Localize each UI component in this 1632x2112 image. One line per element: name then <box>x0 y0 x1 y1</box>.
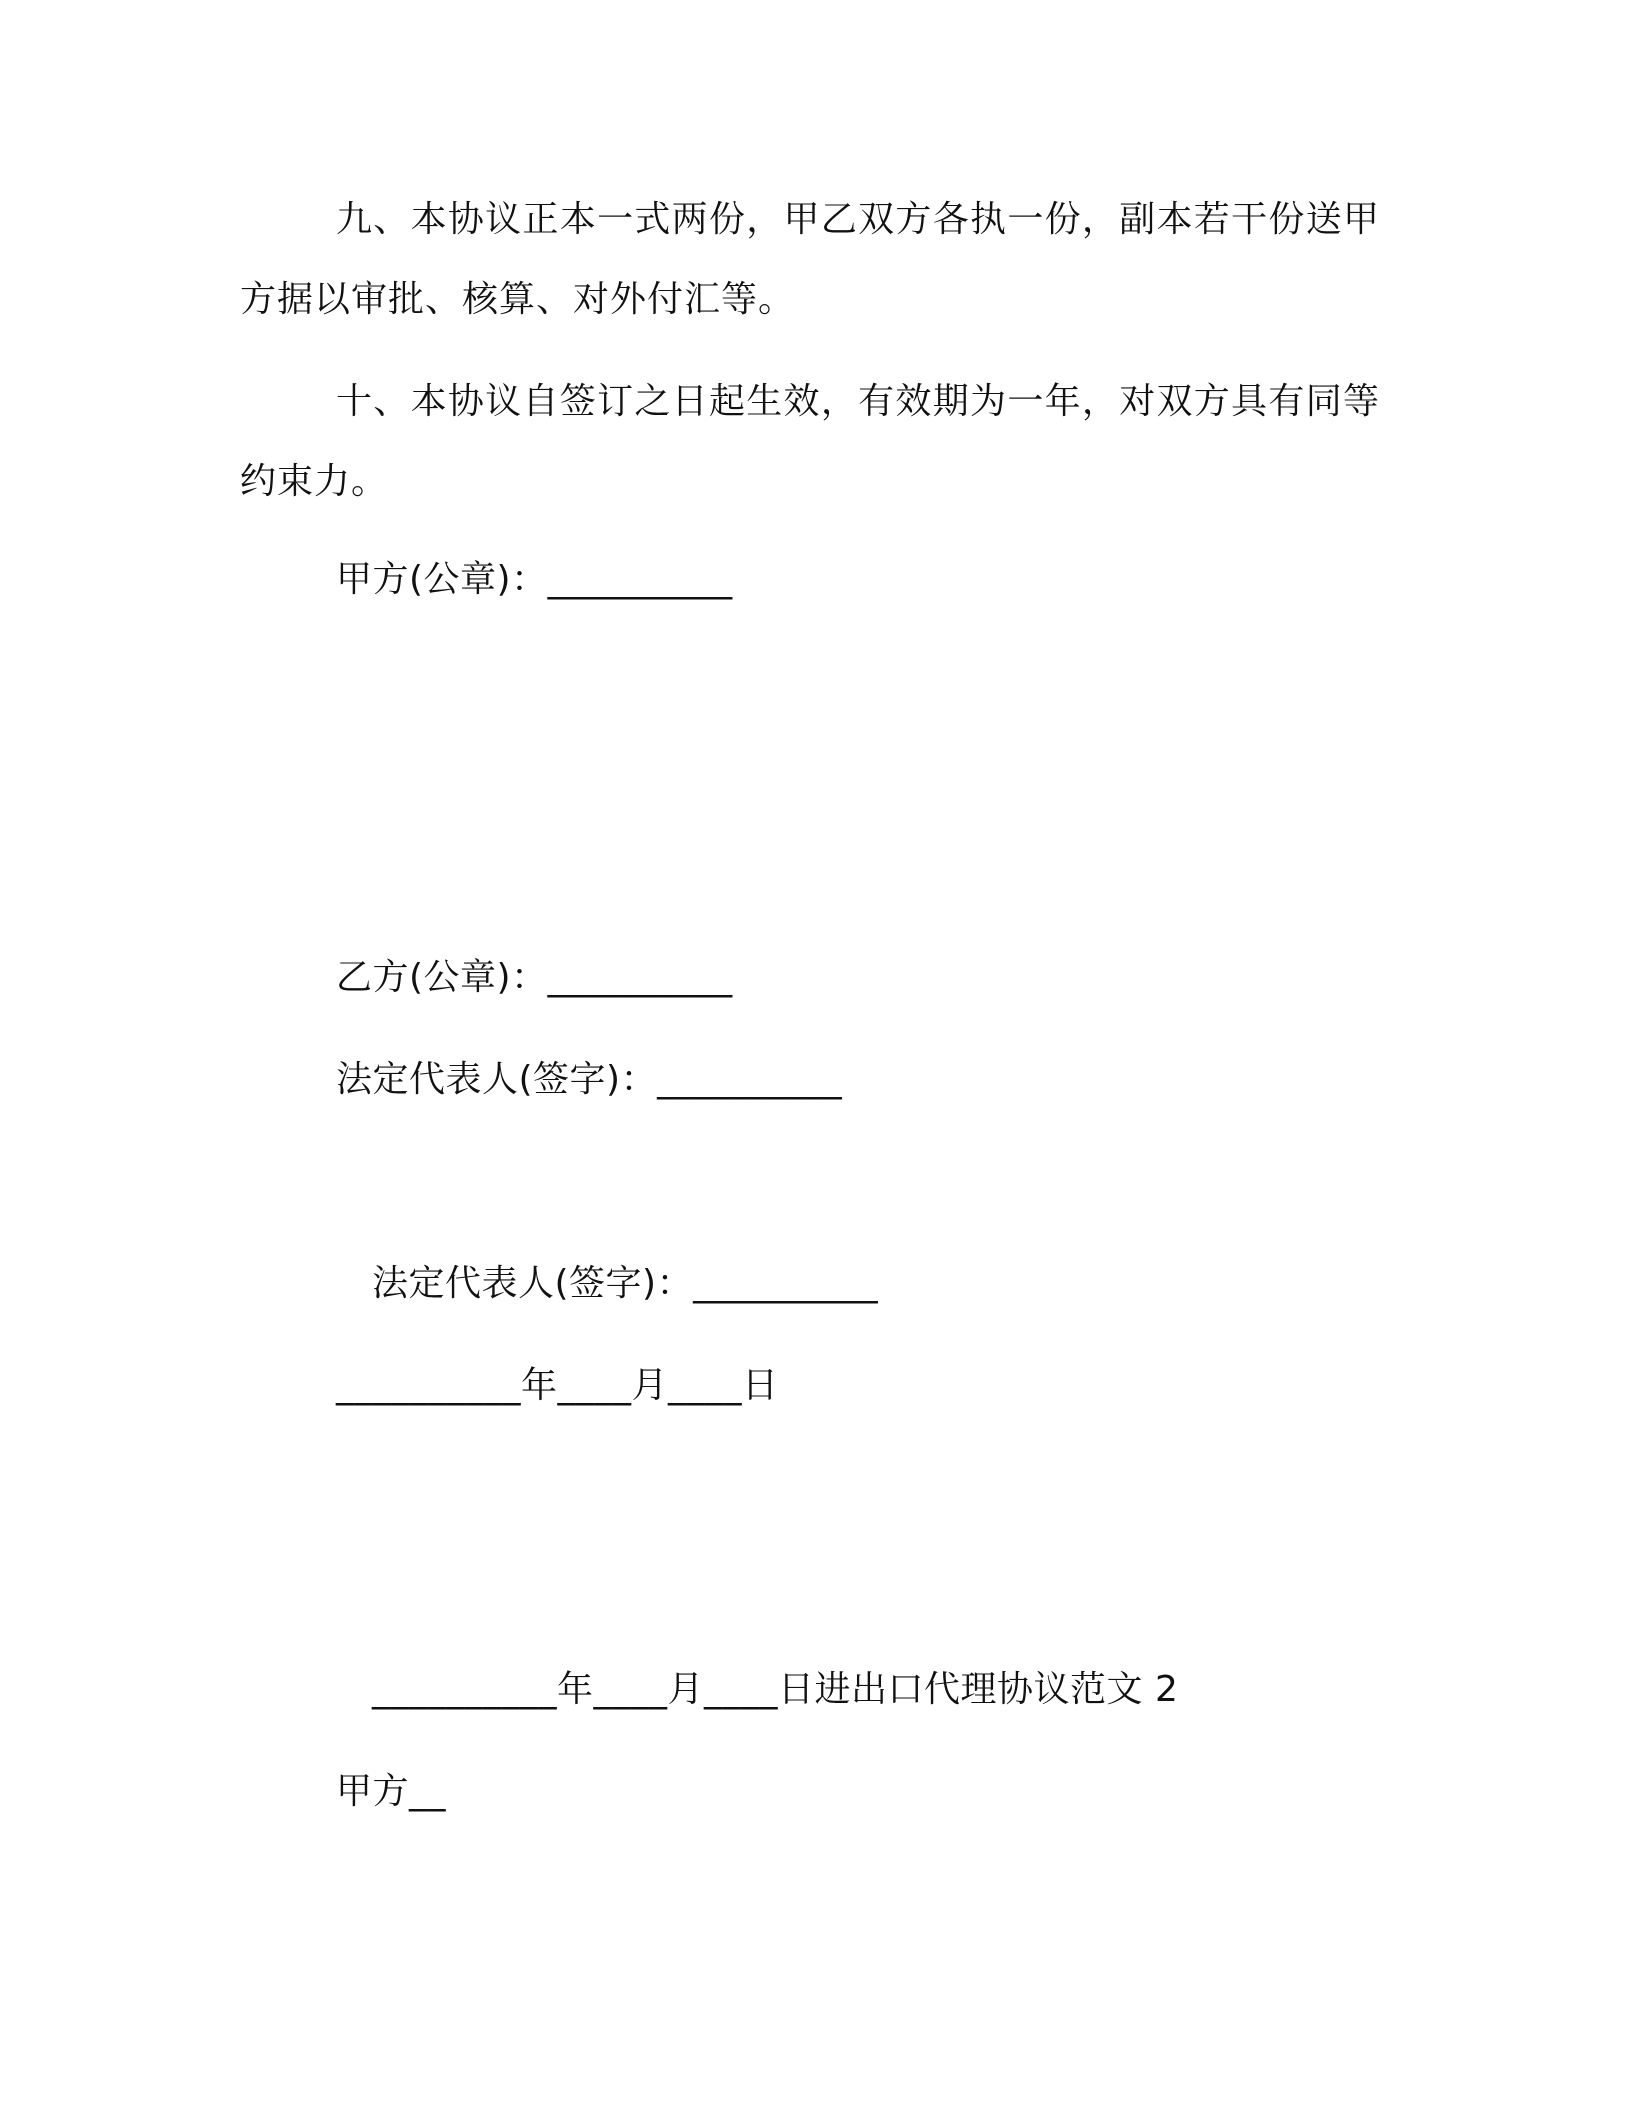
clause-nine: 九、本协议正本一式两份，甲乙双方各执一份，副本若干份送甲方据以审批、核算、对外付汇等。 <box>240 199 1380 320</box>
date-and-title-line: __________年____月____日进出口代理协议范文 2 <box>372 1669 1179 1710</box>
party-a-heading: 甲方__ <box>336 1771 447 1812</box>
party-b-seal-line: 乙方(公章)：__________ <box>336 957 733 998</box>
clause-ten: 十、本协议自签订之日起生效，有效期为一年，对双方具有同等约束力。 <box>240 381 1380 502</box>
legal-representative-line: 法定代表人(签字)：__________ <box>336 1059 843 1100</box>
legal-representative-line-2: 法定代表人(签字)：__________ <box>372 1263 879 1304</box>
signing-date-line: __________年____月____日 <box>336 1365 779 1406</box>
party-a-seal-line: 甲方(公章)：__________ <box>336 559 733 600</box>
